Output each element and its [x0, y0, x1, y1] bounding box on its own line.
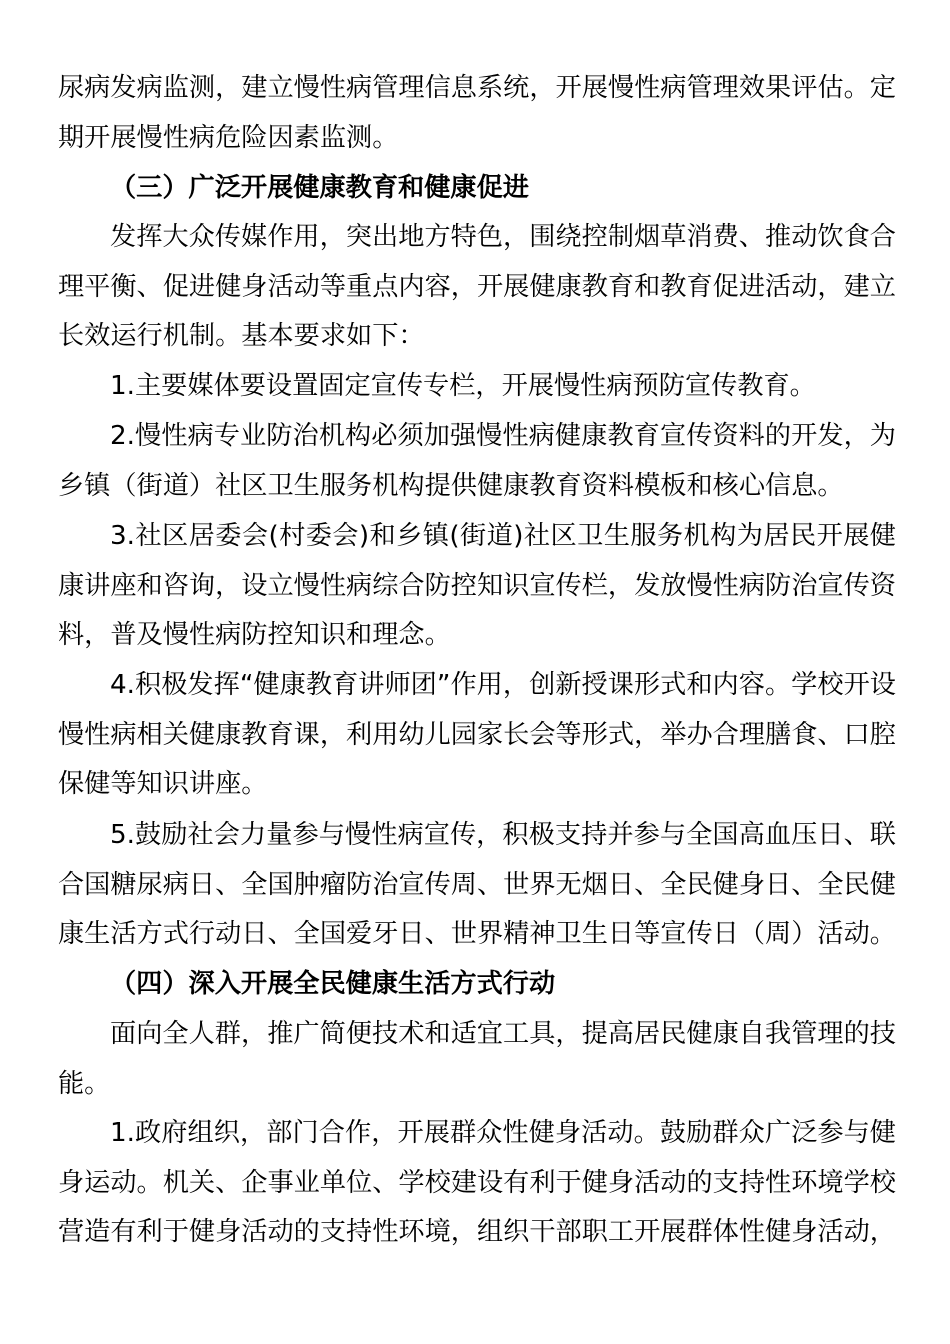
paragraph-intro-3: 发挥大众传媒作用，突出地方特色，围绕控制烟草消费、推动饮食合理平衡、促进健身活动等重点内容，开展健康教育和教育促进活动，建立长效运行机制。基本要求如下： [58, 222, 896, 352]
list-item-1-section-4: 1.政府组织，部门合作，开展群众性健身活动。鼓励群众广泛参与健身运动。机关、企事业单位、学校建设有利于健身活动的支持性环境学校营造有利于健身活动的支持性环境，组织干部职工开展群体性健身活动， [58, 1118, 896, 1248]
paragraph-intro-4: 面向全人群，推广简便技术和适宜工具，提高居民健康自我管理的技能。 [58, 1019, 896, 1099]
list-item-1: 1.主要媒体要设置固定宣传专栏，开展慢性病预防宣传教育。 [110, 371, 816, 401]
list-item-5: 5.鼓励社会力量参与慢性病宣传，积极支持并参与全国高血压日、联合国糖尿病日、全国肿瘤防治宣传周、世界无烟日、全民健身日、全民健康生活方式行动日、全国爱牙日、世界精神卫生日等宣传日（周）活动。 [58, 820, 896, 950]
list-item-3: 3.社区居委会(村委会)和乡镇(街道)社区卫生服务机构为居民开展健康讲座和咨询，设立慢性病综合防控知识宣传栏，发放慢性病防治宣传资料，普及慢性病防控知识和理念。 [58, 521, 896, 651]
list-item-2: 2.慢性病专业防治机构必须加强慢性病健康教育宣传资料的开发，为乡镇（街道）社区卫生服务机构提供健康教育资料模板和核心信息。 [58, 421, 896, 501]
section-heading-4: （四）深入开展全民健康生活方式行动 [110, 969, 556, 999]
section-heading-3: （三）广泛开展健康教育和健康促进 [110, 173, 529, 203]
paragraph-continued: 尿病发病监测，建立慢性病管理信息系统，开展慢性病管理效果评估。定期开展慢性病危险因素监测。 [58, 73, 896, 153]
list-item-4: 4.积极发挥“健康教育讲师团”作用，创新授课形式和内容。学校开设慢性病相关健康教育课，利用幼儿园家长会等形式，举办合理膳食、口腔保健等知识讲座。 [58, 670, 896, 800]
